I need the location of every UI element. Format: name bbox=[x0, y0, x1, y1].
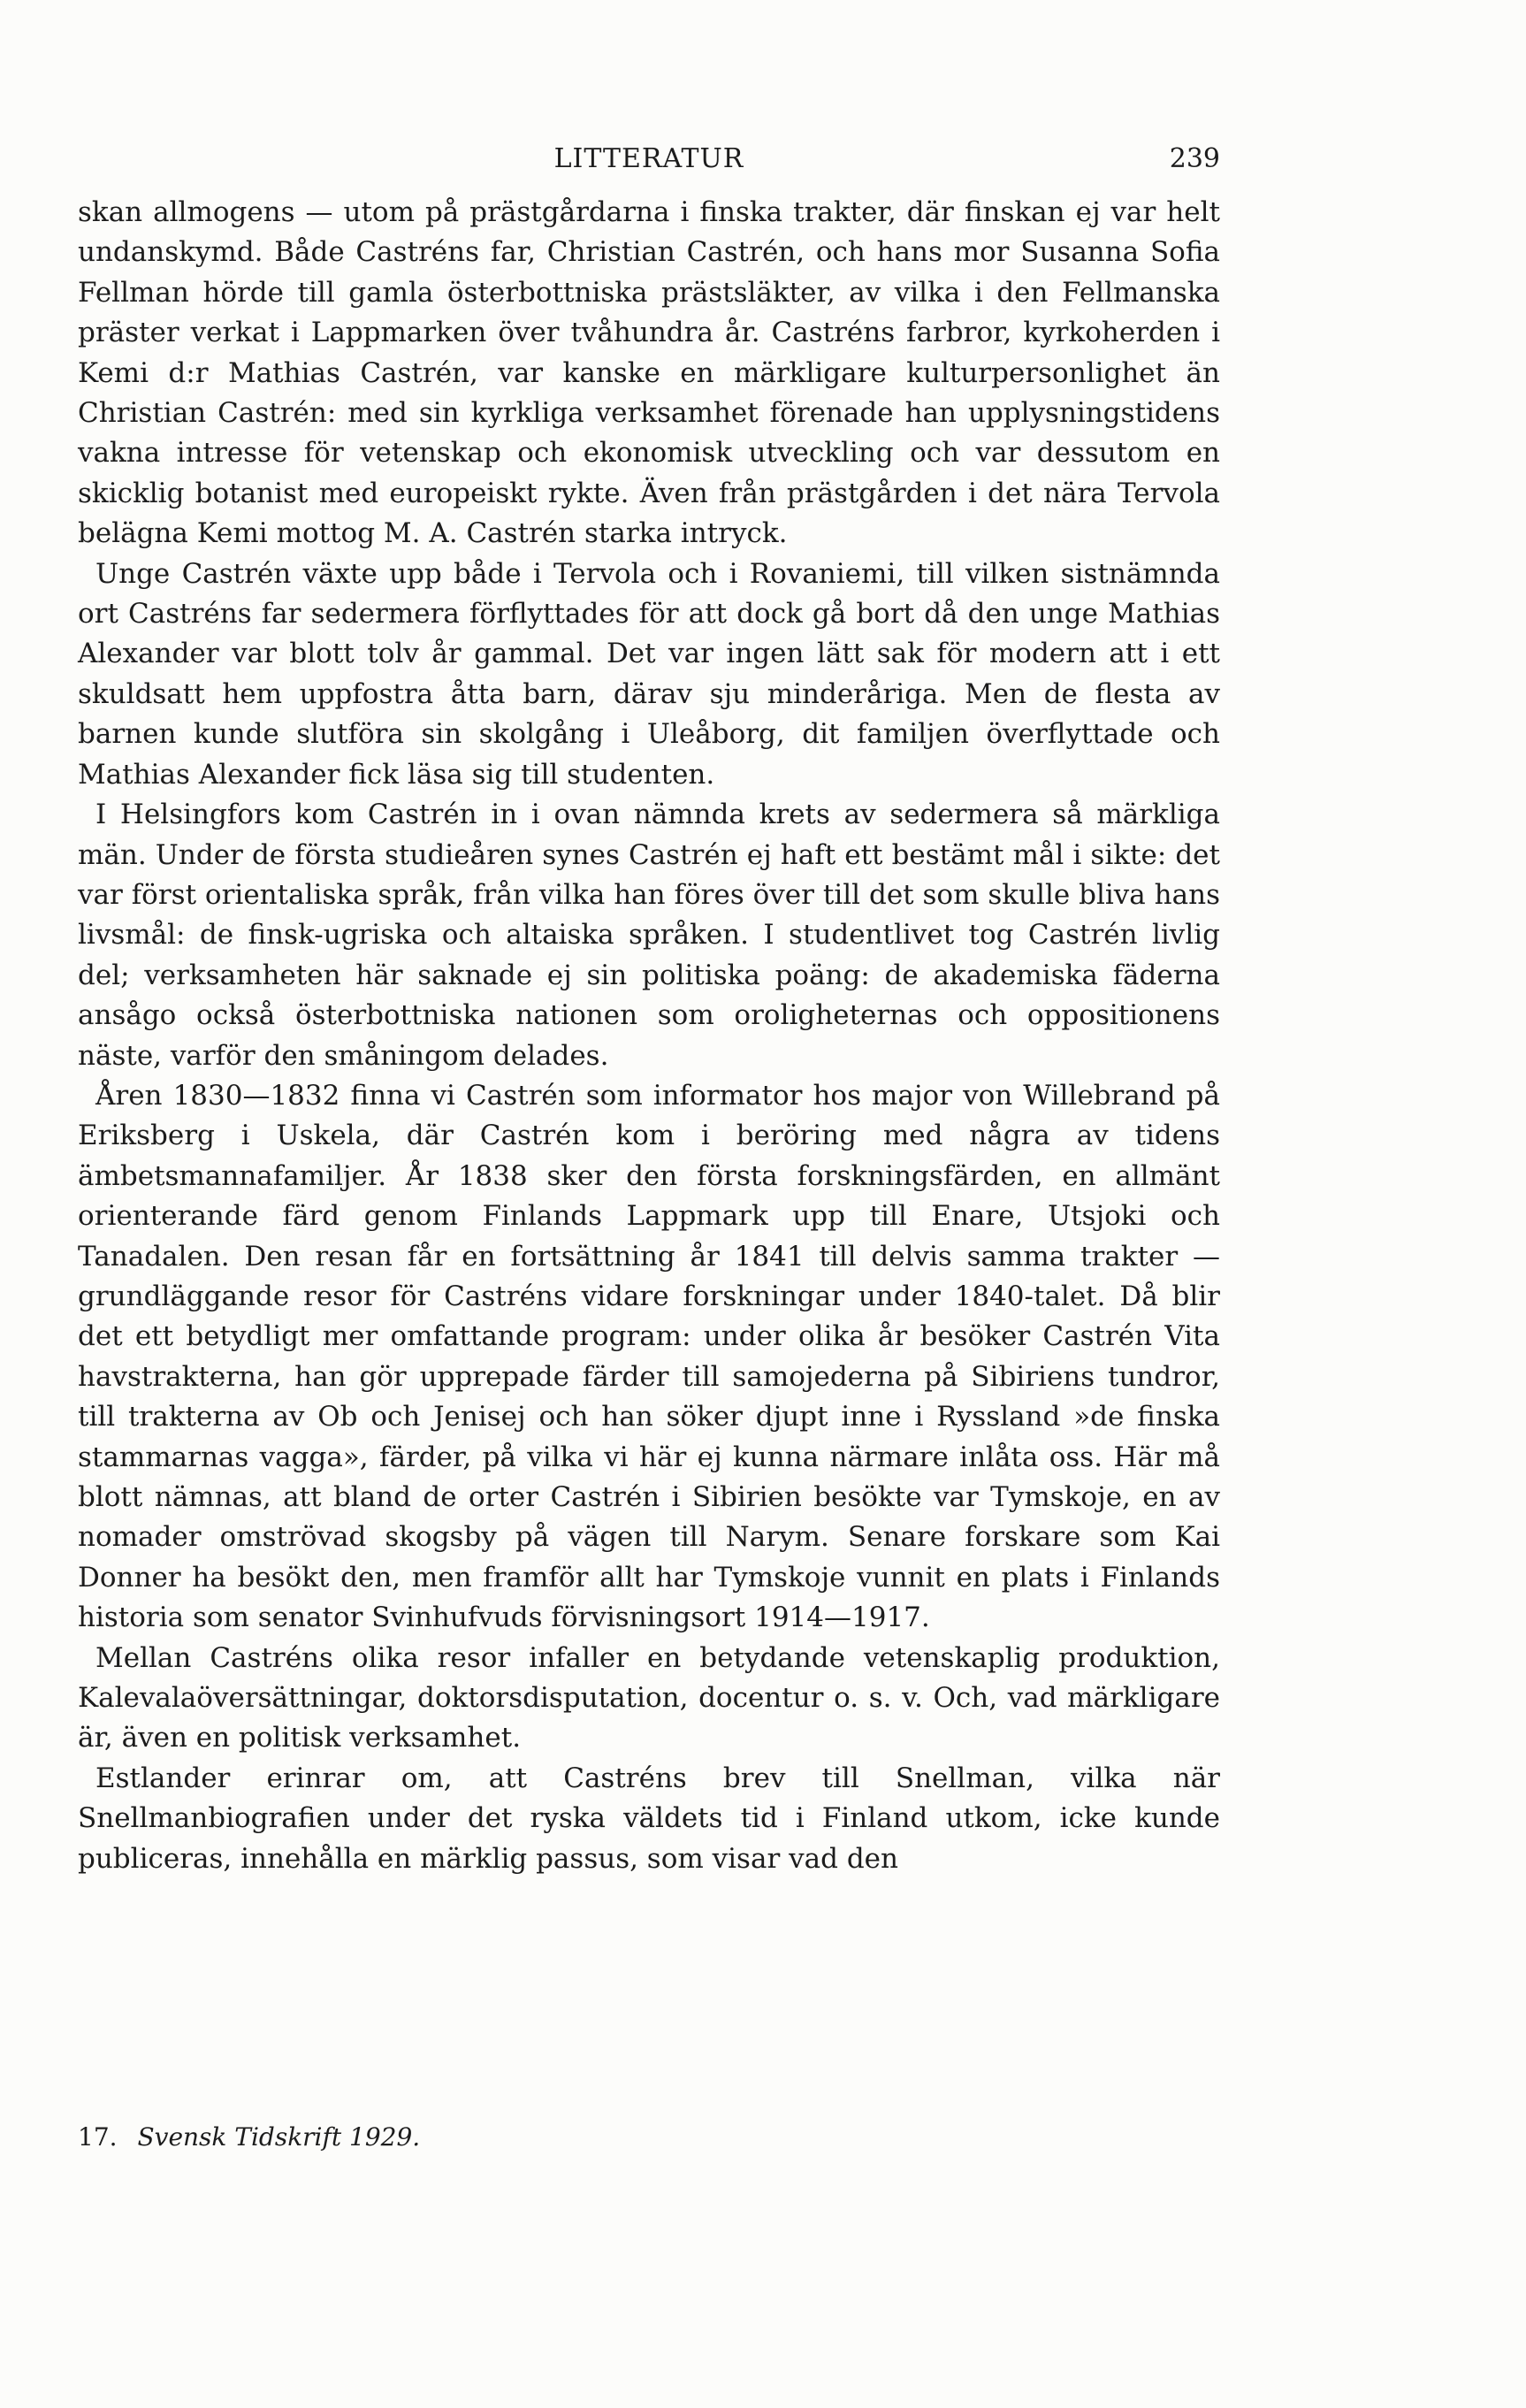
body-text bbox=[78, 193, 1220, 1879]
page-footer bbox=[78, 2120, 1220, 2155]
paragraph: Mellan Castréns olika resor infaller en betydande vetenskaplig produktion, Kalevalaöversättningar, doktorsdisputation, docentur o. s. v. Och, vad märkligare är, även en politisk verksamhet. bbox=[78, 1641, 1220, 1754]
paragraph: Åren 1830—1832 finna vi Castrén som informator hos major von Willebrand på Eriksberg i Uskela, där Castrén kom i beröring med några av tidens ämbetsmannafamiljer. År 1838 sker den första forskningsfärden, en allmänt orienterande färd genom Finlands Lappmark upp till Enare, Utsjoki och Tanadalen. Den resan får en fortsättning år 1841 till delvis samma trakter — grundläggande resor för Castréns vidare forskningar under 1840-talet. Då blir det ett betydligt mer omfattande program: under olika år besöker Castrén Vita havstrakterna, han gör upprepade färder till samojederna på Sibiriens tundror, till trakterna av Ob och Jenisej och han söker djupt inne i Ryssland »de finska stammarnas vagga», färder, på vilka vi här ej kunna närmare inlåta oss. Här må blott nämnas, att bland de orter Castrén i Sibirien besökte var Tymskoje, en av nomader omströvad skogsby på vägen till Narym. Senare forskare som Kai Donner ha besökt den, men framför allt har Tymskoje vunnit en plats i Finlands historia som senator Svinhufvuds förvisningsort 1914—1917. bbox=[78, 1079, 1220, 1634]
page-number: 239 bbox=[1169, 143, 1220, 174]
paragraph: Estlander erinrar om, att Castréns brev till Snellman, vilka när Snellmanbiografien under det ryska väldets tid i Finland utkom, icke kunde publiceras, innehålla en märklig passus, som visar vad den bbox=[78, 1762, 1220, 1875]
signature-mark: 17. bbox=[78, 2122, 118, 2152]
paragraph: skan allmogens — utom på prästgårdarna i finska trakter, där finskan ej var helt undanskymd. Både Castréns far, Christian Castrén, och hans mor Susanna Sofia Fellman hörde till gamla österbottniska prästsläkter, av vilka i den Fellmanska präster verkat i Lappmarken över tvåhundra år. Castréns farbror, kyrkoherden i Kemi d:r Mathias Castrén, var kanske en märkligare kulturpersonlighet än Christian Castrén: med sin kyrkliga verksamhet förenade han upplysningstidens vakna intresse för vetenskap och ekonomisk utveckling och var dessutom en skicklig botanist med europeiskt rykte. Även från prästgården i det nära Tervola belägna Kemi mottog M. A. Castrén starka intryck. bbox=[78, 196, 1220, 550]
running-head bbox=[78, 140, 1220, 179]
paragraph: I Helsingfors kom Castrén in i ovan nämnda krets av sedermera så märkliga män. Under de första studieåren synes Castrén ej haft ett bestämt mål i sikte: det var först orientaliska språk, från vilka han föres över till det som skulle bliva hans livsmål: de finsk-ugriska och altaiska språken. I studentlivet tog Castrén livlig del; verksamheten här saknade ej sin politiska poäng: de akademiska fäderna ansågo också österbottniska nationen som oroligheternas och oppositionens näste, varför den småningom delades. bbox=[78, 799, 1220, 1072]
journal-name: Svensk Tidskrift 1929. bbox=[137, 2122, 421, 2152]
section-title: LITTERATUR bbox=[553, 143, 744, 174]
paragraph: Unge Castrén växte upp både i Tervola och i Rovaniemi, till vilken sistnämnda ort Castréns far sedermera förflyttades för att dock gå bort då den unge Mathias Alexander var blott tolv år gammal. Det var ingen lätt sak för modern att i ett skuldsatt hem uppfostra åtta barn, därav sju minderåriga. Men de flesta av barnen kunde slutföra sin skolgång i Uleåborg, dit familjen överflyttade och Mathias Alexander fick läsa sig till studenten. bbox=[78, 557, 1220, 791]
